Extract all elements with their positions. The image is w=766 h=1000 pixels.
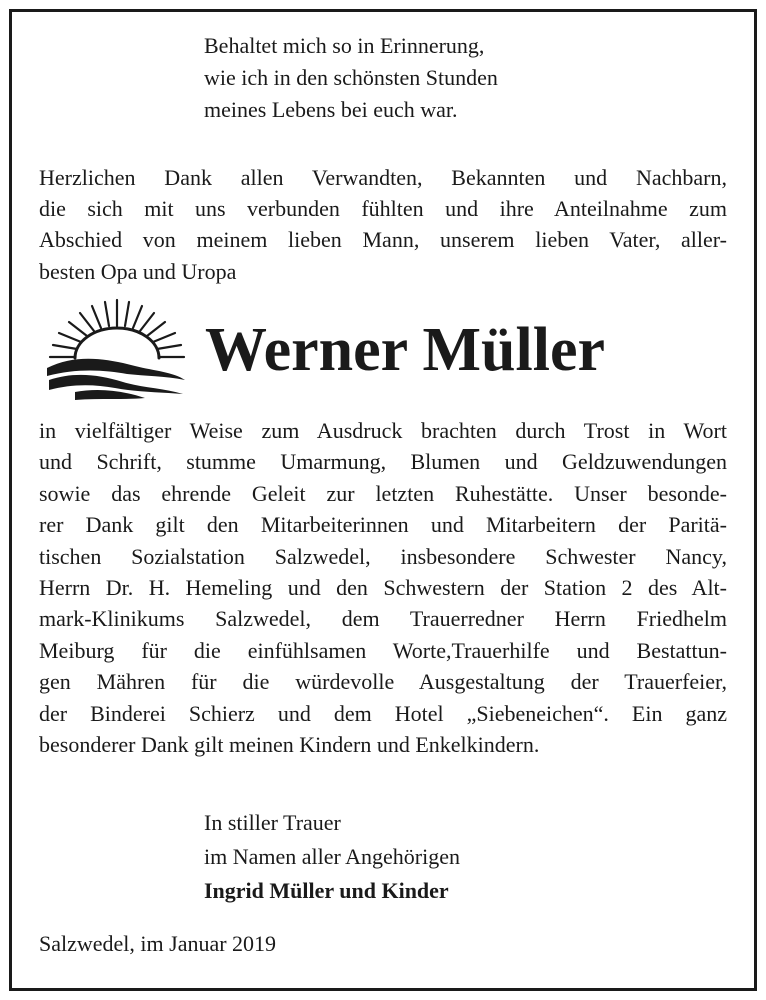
poem-line: wie ich in den schönsten Stunden [204,65,498,90]
name-row [45,296,745,406]
body-line: gen Mähren für die würdevolle Ausgestaltung der Trauerfeier, [39,669,727,695]
body-line: besonderer Dank gilt meinen Kindern und Enkelkindern. [39,731,540,757]
closing-block [204,806,460,908]
closing-line: im Namen aller Angehörigen [204,844,460,869]
rising-sun-over-hills-icon [45,296,190,404]
signer-name: Ingrid Müller und Kinder [204,878,449,903]
poem-line: meines Lebens bei euch war. [204,97,458,122]
body-line: rer Dank gilt den Mitarbeiterinnen und Mitarbeitern der Paritä- [39,512,727,538]
intro-line: die sich mit uns verbunden fühlten und ihre Anteilnahme zum [39,196,727,222]
intro-line: besten Opa und Uropa [39,258,237,284]
thanks-body [39,415,727,760]
intro-line: Abschied von meinem lieben Mann, unserem lieben Vater, aller- [39,227,727,253]
body-line: in vielfältiger Weise zum Ausdruck brachten durch Trost in Wort [39,418,727,443]
body-line: mark-Klinikums Salzwedel, dem Trauerredner Herrn Friedhelm [39,606,727,632]
intro-line: Herzlichen Dank allen Verwandten, Bekannten und Nachbarn, [39,165,727,190]
body-line: und Schrift, stumme Umarmung, Blumen und Geldzuwendungen [39,449,727,475]
body-line: sowie das ehrende Geleit zur letzten Ruhestätte. Unser besonde- [39,480,727,506]
body-line: Meiburg für die einfühlsamen Worte,Trauerhilfe und Bestattun- [39,637,727,663]
thanks-intro [39,162,727,287]
body-line: Herrn Dr. H. Hemeling und den Schwestern der Station 2 des Alt- [39,574,727,600]
body-line: der Binderei Schierz und dem Hotel „Siebeneichen“. Ein ganz [39,700,727,726]
deceased-name: Werner Müller [205,316,606,384]
memorial-poem [204,30,498,126]
place-date: Salzwedel, im Januar 2019 [39,931,277,956]
poem-line: Behaltet mich so in Erinnerung, [204,33,485,58]
body-line: tischen Sozialstation Salzwedel, insbesondere Schwester Nancy, [39,543,727,569]
closing-line: In stiller Trauer [204,810,341,835]
